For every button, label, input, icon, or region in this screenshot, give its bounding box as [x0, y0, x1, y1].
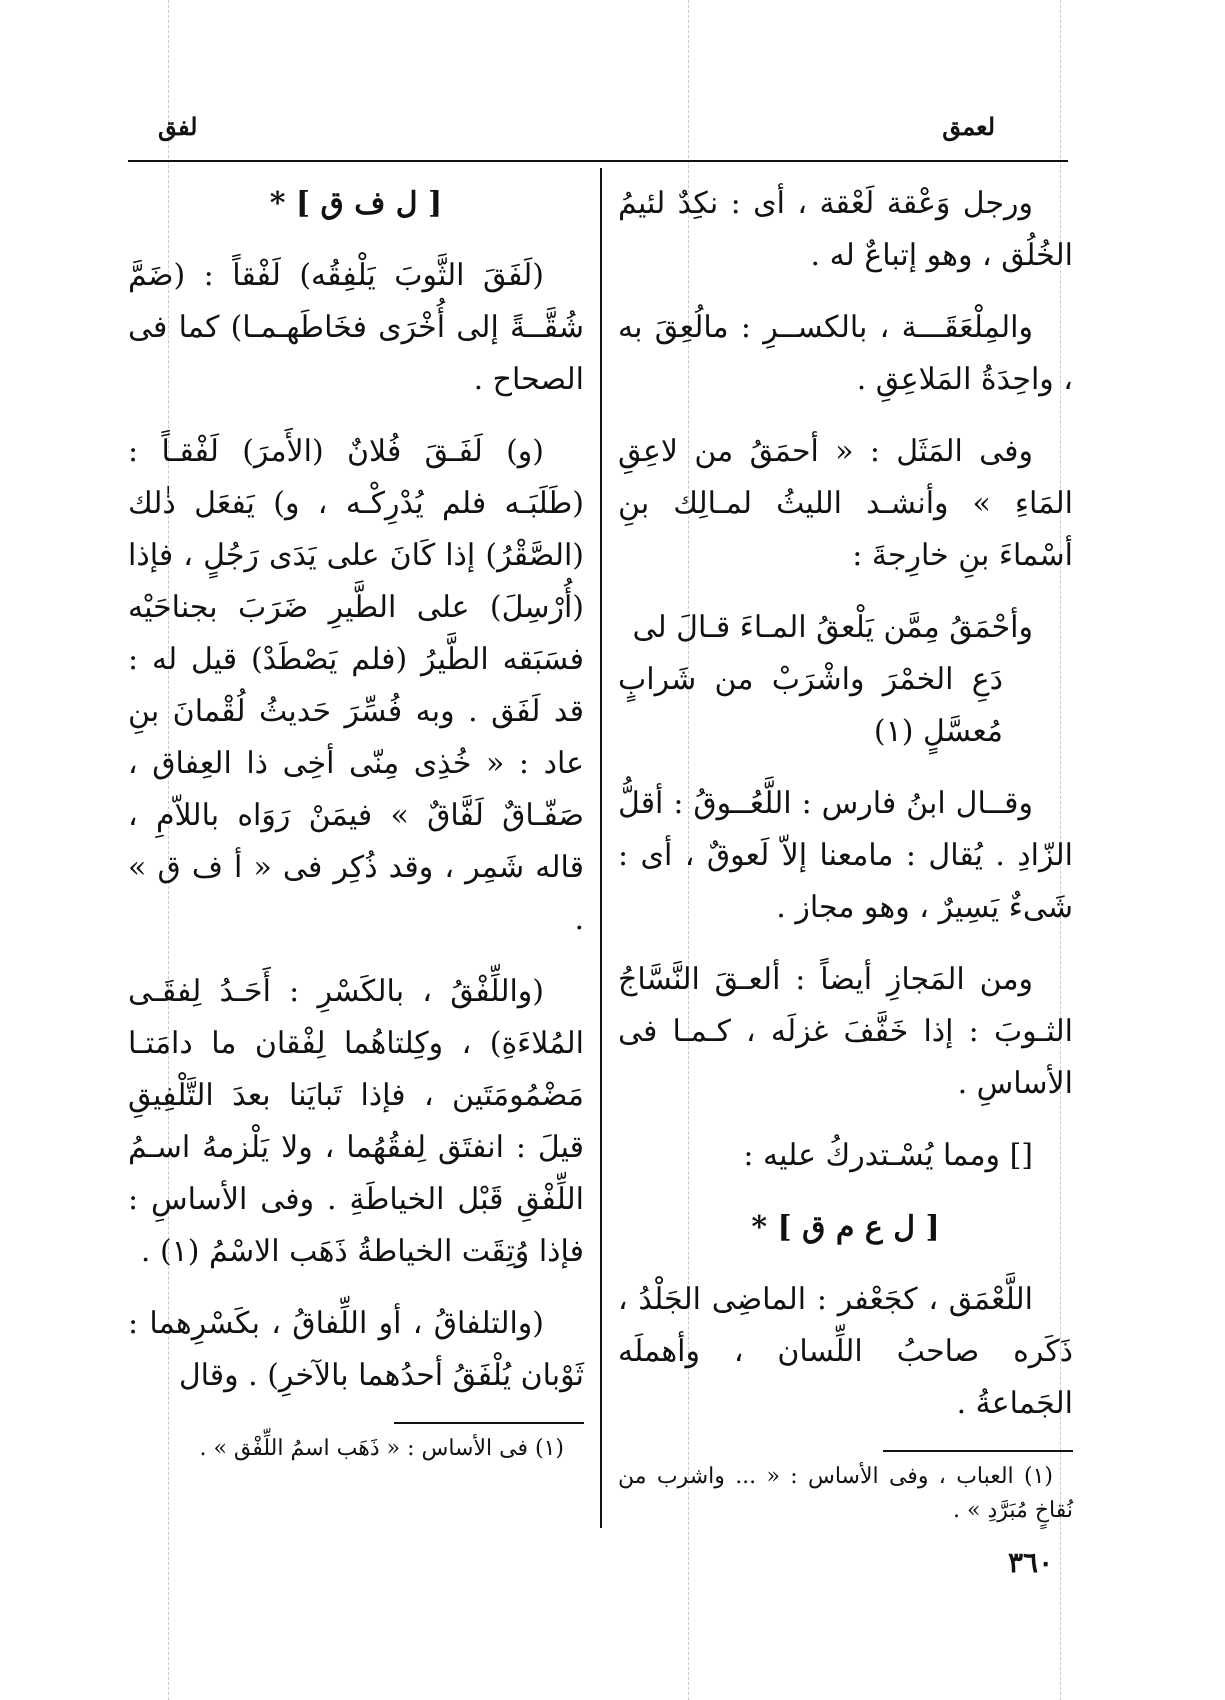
- paragraph: ورجل وَعْقة لَعْقة ، أى : نكِدٌ لئيمُ الخُلُق ، وهو إتباعٌ له .: [618, 186, 1073, 273]
- right-column: [618, 178, 1073, 1528]
- verse-line: دَعِ الخمْرَ واشْرَبْ من شَرابٍ مُعسَّلٍ (١): [618, 662, 1003, 749]
- footnote-rule: [394, 1422, 584, 1424]
- page-number: ٣٦٠: [1008, 1546, 1054, 1579]
- paragraph: وقــال ابنُ فارس : اللَّعُــوقُ : أقلُّ الزّادِ . يُقال : مامعنا إلاّ لَعوقٌ ، أى : شَىءٌ يَسِيرٌ ، وهو مجاز .: [618, 786, 1073, 925]
- paragraph: والمِلْعَقَـــة ، بالكســرِ : مالُعِقَ به ، واحِدَةُ المَلاعِقِ .: [618, 310, 1073, 397]
- paragraph: (والتلفاقُ ، أو اللِّفاقُ ، بكَسْرِهما : ثَوْبان يُلْفَقُ أحدُهما بالآخرِ) . وقال: [128, 1306, 584, 1393]
- paragraph: (واللِّفْقُ ، بالكَسْرِ : أَحَـدُ لِفقَـى المُلاءَةِ) ، وكِلتاهُما لِفْقان ما دامَتـا مَضْمُومَتَين ، فإذا تَبايَنا بعدَ التَّلْفِيقِ قيلَ : انفتَق لِفقُهُما ، ولا يَلْزمهُ اسـمُ اللِّفْقِ قَبْل الخياطَةِ . وفى الأساسِ : فإذا وُتِقَت الخياطةُ ذَهَب الاسْمُ (١) .: [128, 974, 584, 1269]
- left-column: [128, 178, 584, 1466]
- footnote-rule: [883, 1450, 1073, 1452]
- header-left-word: لفق: [158, 112, 198, 141]
- verse-line: وأحْمَقُ مِمَّن يَلْعقُ المـاءَ قـالَ لى: [632, 610, 1033, 645]
- paragraph: [] ومما يُسْـتدركُ عليه :: [743, 1138, 1033, 1173]
- footnote: (١) العباب ، وفى الأساس : « ... واشرب من نُقاخٍ مُبَرَّدِ » .: [618, 1464, 1073, 1523]
- paragraph: ومن المَجازِ أيضاً : ألعـقَ النَّسَّاجُ الثـوبَ : إذا خَفَّفَ غزلَه ، كـمـا فى الأساسِ .: [618, 962, 1073, 1101]
- paragraph: وفى المَثَل : « أحمَقُ من لاعِقِ المَاءِ » وأنشـد الليثُ لمـالِك بنِ أسْماءَ بنِ خارِجةَ :: [618, 434, 1073, 573]
- paragraph: (لَفَقَ الثَّوبَ يَلْفِقُه) لَفْقاً : (ضَمَّ شُقَّــةً إلى أُخْرَى فخَاطَهـمـا) كما فى الصحاح .: [128, 258, 584, 397]
- entry-heading: [ ل ف ق ] *: [269, 186, 443, 221]
- header-right-word: لعمق: [942, 112, 995, 141]
- paragraph: (و) لَفَـقَ فُلانٌ (الأَمرَ) لَفْقـاً : (طَلَبَـه فلم يُدْرِكْـه ، و) يَفعَل ذٰلك (الصَّقْرُ) إذا كَانَ على يَدَى رَجُلٍ ، فإذا (أُرْسِلَ) على الطَّيرِ ضَرَبَ بجناحَيْه فسَبَقه الطَّيرُ (فلم يَصْطَدْ) قيل له : قد لَفَق . وبه فُسِّرَ حَديثُ لُقْمانَ بنِ عاد : « خُذِى مِنّى أخِى ذا العِفاق ، صَفّـاقٌ لَفَّاقٌ » فيمَنْ رَوَاه باللاّمِ ، قاله شَمِر ، وقد ذُكِر فى « أ ف ق » .: [128, 434, 584, 937]
- header-rule: [128, 160, 1068, 162]
- entry-heading: [ ل ع م ق ] *: [751, 1210, 940, 1245]
- paragraph: اللَّعْمَق ، كجَعْفر : الماضِى الجَلْدُ ، ذَكَره صاحبُ اللِّسان ، وأهملَه الجَماعةُ .: [618, 1282, 1073, 1421]
- column-divider: [600, 168, 602, 1528]
- footnote: (١) فى الأساس : « ذَهَب اسمُ اللِّفْق » .: [199, 1436, 564, 1461]
